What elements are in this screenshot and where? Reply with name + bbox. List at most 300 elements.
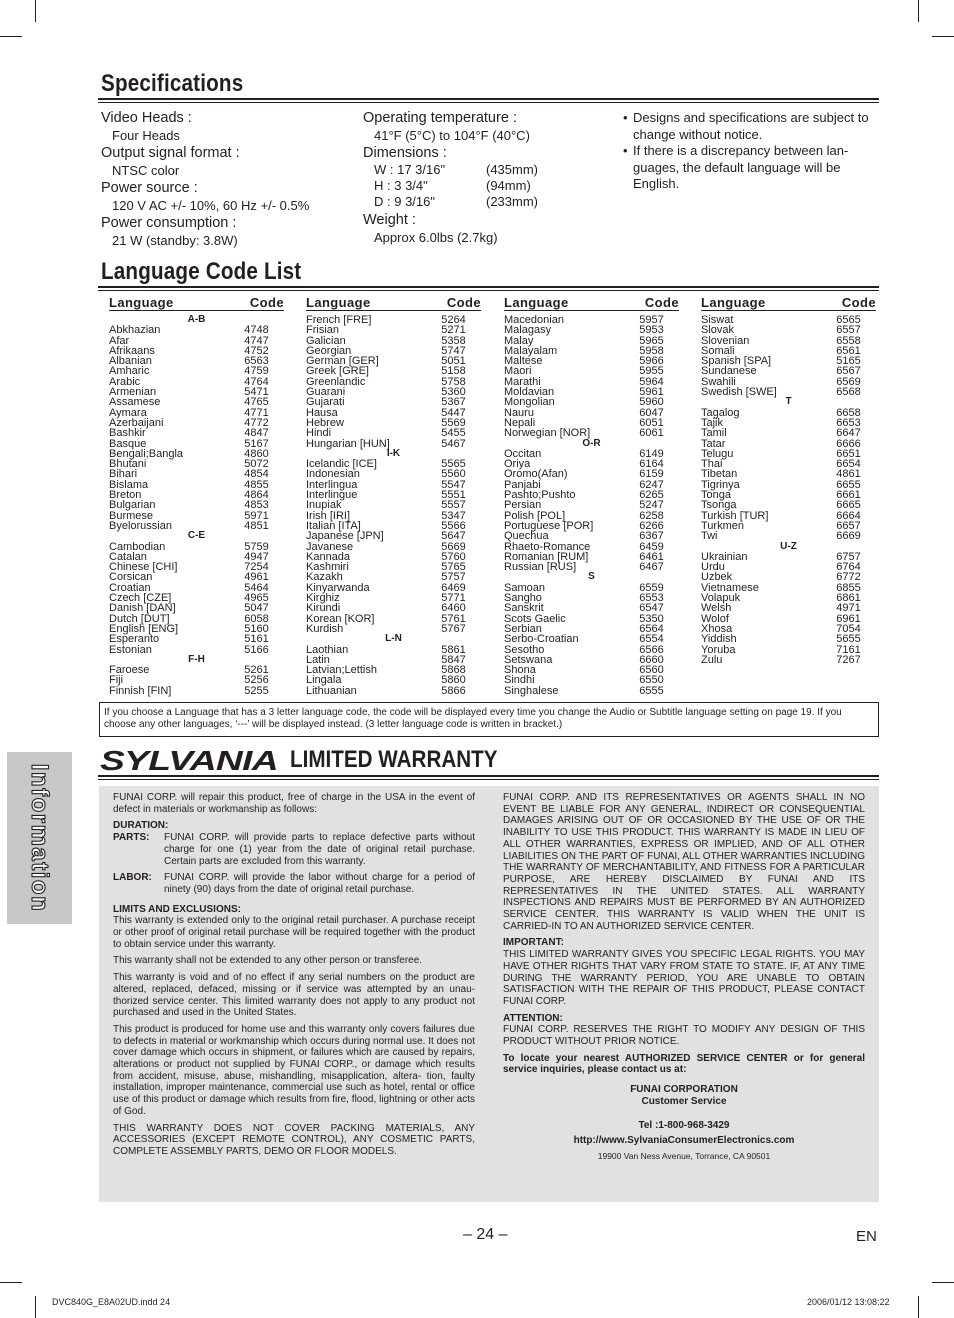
language-code: 5955 [639, 365, 664, 378]
language-name: Nepali [504, 416, 536, 429]
language-code: 5447 [441, 406, 466, 419]
sylvania-wordmark: SYLVANIA [100, 748, 278, 774]
language-code: 6550 [639, 674, 664, 687]
language-code: 6658 [836, 406, 861, 419]
language-name: Sesotho [504, 643, 545, 656]
language-code: 5761 [441, 612, 466, 625]
dimension-label: D : 9 3/16" [374, 194, 435, 209]
language-code: 5166 [244, 643, 269, 656]
language-group-heading: C-E [187, 530, 206, 542]
language-name: Setswana [504, 653, 553, 666]
language-code: 6664 [836, 509, 861, 522]
language-name: Interlingue [306, 489, 358, 502]
language-name: Aymara [109, 406, 147, 419]
language-code: 4765 [244, 396, 269, 409]
language-code: 5471 [244, 386, 269, 399]
language-name: Swahili [701, 375, 736, 388]
language-code: 5271 [441, 324, 466, 337]
language-row [306, 531, 481, 541]
language-name: Russian [RUS] [504, 561, 577, 574]
language-name: Japanese [JPN] [306, 530, 384, 543]
language-name: Inupiak [306, 499, 342, 512]
language-code: 5566 [441, 519, 466, 532]
attention-text: FUNAI CORP. RESERVES THE RIGHT TO MODIFY ANY DESIGN OF THIS PRODUCT WITHOUT PRIOR NOTICE. [503, 1024, 865, 1048]
video-heads-value: Four Heads [112, 128, 180, 143]
language-name: Ukrainian [701, 550, 748, 563]
language-name: Polish [POL] [504, 509, 566, 522]
dimension-metric: (435mm) [486, 162, 539, 177]
language-code: 5866 [441, 684, 466, 697]
language-row [504, 634, 679, 644]
language-name: Oriya [504, 458, 531, 471]
language-code: 6258 [639, 509, 664, 522]
weight-label: Weight : [363, 212, 416, 228]
language-name: Esperanto [109, 633, 160, 646]
language-column-header [306, 295, 481, 311]
language-code: 6565 [836, 314, 861, 326]
language-code: 5264 [441, 314, 466, 326]
language-code: 6367 [639, 530, 664, 543]
language-name: Panjabi [504, 478, 541, 491]
language-name: Bulgarian [109, 499, 156, 512]
language-name: Twi [701, 530, 718, 543]
locate-text: To locate your nearest AUTHORIZED SERVICE CENTER or for general service inquiries, please contact us at: [503, 1052, 865, 1076]
language-code: 5360 [441, 386, 466, 399]
language-name: Zulu [701, 653, 723, 666]
language-code: 4847 [244, 427, 269, 440]
language-row [306, 686, 481, 696]
language-name: Bihari [109, 468, 138, 481]
language-code: 7161 [836, 643, 861, 656]
language-name: Spanish [SPA] [701, 355, 772, 368]
language-row [109, 686, 284, 696]
language-name: Telugu [701, 447, 734, 460]
language-code: 5860 [441, 674, 466, 687]
language-name: Portuguese [POR] [504, 519, 594, 532]
language-row [504, 686, 679, 696]
language-name: Amharic [109, 365, 150, 378]
header-language: Language [701, 295, 766, 310]
language-name: Korean [KOR] [306, 612, 375, 625]
language-name: Irish [IRI] [306, 509, 351, 522]
dimension-row [363, 178, 613, 194]
crop-mark [35, 0, 36, 22]
dimension-row [363, 162, 613, 178]
duration-label: DURATION: [113, 820, 169, 832]
language-code: 6047 [639, 406, 664, 419]
language-code: 5160 [244, 622, 269, 635]
limits-paragraph: This warranty is extended only to the original retail purchaser. A purchase receipt or other proof of original retail purchase will be required together with the product to obtain service under this warranty. [113, 915, 475, 950]
warranty-intro: FUNAI CORP. will repair this product, free of charge in the USA in the event of defect in materials or workmanship as follows: [113, 792, 475, 815]
language-code: 6557 [836, 324, 861, 337]
language-code: 6247 [639, 478, 664, 491]
language-code: 4748 [244, 324, 269, 337]
language-code: 4851 [244, 519, 269, 532]
dimension-label: W : 17 3/16" [374, 162, 446, 177]
language-name: Lithuanian [306, 684, 357, 697]
company-name: FUNAI CORPORATION [630, 1084, 738, 1096]
crop-mark [918, 1296, 919, 1318]
language-code: 5161 [244, 633, 269, 646]
temperature-label: Operating temperature : [363, 110, 517, 126]
language-name: Bislama [109, 478, 149, 491]
language-code: 4747 [244, 334, 269, 347]
language-name: Hungarian [HUN] [306, 437, 390, 450]
header-code: Code [249, 295, 284, 310]
language-name: Gujarati [306, 396, 345, 409]
language-name: Moldavian [504, 386, 555, 399]
language-name: Persian [504, 499, 542, 512]
language-name: Wolof [701, 612, 729, 625]
language-name: Uzbek [701, 571, 733, 584]
language-group-heading: F-H [188, 653, 205, 665]
language-note: If you choose a Language that has a 3 letter language code, the code will be displayed every time you change the Audio or Subtitle language setting on page 19. If you choose any other languages, ‘---’ will be displayed instead. (3 letter language code is written in bracket.) [99, 702, 879, 737]
language-row [701, 531, 876, 541]
warranty-left-column [113, 792, 475, 1163]
specifications-rule [98, 98, 879, 103]
language-code: 5560 [441, 468, 466, 481]
language-name: Finnish [FIN] [109, 684, 172, 697]
spec-note: • If there is a discrepancy between lan- guages, the default language will be English. [623, 143, 873, 193]
language-name: Indonesian [306, 468, 360, 481]
language-code: 6058 [244, 612, 269, 625]
language-name: Interlingua [306, 478, 358, 491]
language-code: 6961 [836, 612, 861, 625]
information-side-tab [7, 752, 72, 924]
language-column [306, 295, 481, 696]
language-name: Tsonga [701, 499, 737, 512]
language-code: 5953 [639, 324, 664, 337]
language-name: Bengali;Bangla [109, 447, 184, 460]
language-code: 4947 [244, 550, 269, 563]
language-name: Kazakh [306, 571, 343, 584]
language-code: 5960 [639, 396, 664, 409]
language-code: 5547 [441, 478, 466, 491]
language-code: 6647 [836, 427, 861, 440]
language-name: Slovak [701, 324, 735, 337]
language-name: Pashto;Pushto [504, 489, 576, 502]
language-name: Chinese [CHI] [109, 561, 178, 574]
language-code: 6553 [639, 592, 664, 605]
language-code: 6051 [639, 416, 664, 429]
language-code: 6467 [639, 561, 664, 574]
language-code: 5767 [441, 622, 466, 635]
important-label: IMPORTANT: [503, 937, 564, 949]
power-source-label: Power source : [101, 180, 198, 196]
language-code: 4855 [244, 478, 269, 491]
footer-file-info: DVC840G_E8A02UD.indd 24 [52, 1297, 171, 1307]
limits-label: LIMITS AND EXCLUSIONS: [113, 903, 241, 915]
language-code: 6665 [836, 499, 861, 512]
video-heads-label: Video Heads : [101, 110, 192, 126]
language-code: 5758 [441, 375, 466, 388]
language-name: Turkmen [701, 519, 744, 532]
language-name: Czech [CZE] [109, 592, 172, 605]
language-code: 6460 [441, 602, 466, 615]
liability-paragraph: FUNAI CORP. AND ITS REPRESENTATIVES OR AGENTS SHALL IN NO EVENT BE LIABLE FOR ANY GENERAL, INDIRECT OR CONSEQUENTIAL DAMAGES ARISING OUT OF OR OCCASIONED BY THE USE OF OR THE INABILITY TO USE THIS PRODUCT. THIS WARRANTY IS MADE IN LIEU OF ALL OTHER WARRANTIES, EXPRESS OR IMPLIED, AND OF ALL OTHER LIABILITIES ON THE PART OF FUNAI, ALL OTHER WARRANTIES INCLUDING THE WARRANTY OF MERCHANTABILITY, AND FITNESS FOR A PARTICULAR PURPOSE, ARE HEREBY DISCLAIMED BY FUNAI AND ITS REPRESENTATIVES IN THE UNITED STATES. ALL WARRANTY INSPECTIONS AND REPAIRS MUST BE PERFORMED BY AN AUTHORIZED SERVICE CENTER. THIS WARRANTY IS VALID WHEN THE UNIT IS CARRIED-IN TO AN AUTHORIZED SERVICE CENTER. [503, 792, 865, 932]
language-name: Shona [504, 664, 536, 677]
language-code: 5757 [441, 571, 466, 584]
language-code: 6459 [639, 540, 664, 553]
language-name: Croatian [109, 581, 151, 594]
crop-mark [35, 1296, 36, 1318]
language-code: 6558 [836, 334, 861, 347]
dimension-label: H : 3 3/4" [374, 178, 428, 193]
website-link[interactable]: http://www.SylvaniaConsumerElectronics.com [573, 1135, 795, 1147]
language-code: 6653 [836, 416, 861, 429]
language-name: Samoan [504, 581, 545, 594]
language-name: Basque [109, 437, 147, 450]
language-row [701, 655, 876, 665]
language-code: 6149 [639, 447, 664, 460]
language-code: 6669 [836, 530, 861, 543]
language-code: 4861 [836, 468, 861, 481]
language-name: Yoruba [701, 643, 736, 656]
language-name: Georgian [306, 344, 352, 357]
language-code: 5255 [244, 684, 269, 697]
language-code: 4965 [244, 592, 269, 605]
language-code: 4860 [244, 447, 269, 460]
language-column [701, 295, 876, 665]
language-code: 6855 [836, 581, 861, 594]
language-name: Malayalam [504, 344, 558, 357]
language-code: 4752 [244, 344, 269, 357]
language-code: 5669 [441, 540, 466, 553]
language-name: Tigrinya [701, 478, 740, 491]
language-group-heading: O-R [582, 437, 601, 449]
language-name: Swedish [SWE] [701, 386, 777, 399]
language-name: Assamese [109, 396, 161, 409]
sylvania-logo-graphic [99, 748, 281, 774]
language-name: Nauru [504, 406, 534, 419]
language-name: Abkhazian [109, 324, 161, 337]
language-code: 4854 [244, 468, 269, 481]
spec-notes [623, 110, 873, 193]
language-code: 5760 [441, 550, 466, 563]
language-name: Azerbaijani [109, 416, 164, 429]
language-name: Albanian [109, 355, 152, 368]
language-name: Occitan [504, 447, 542, 460]
language-name: Scots Gaelic [504, 612, 566, 625]
output-label: Output signal format : [101, 145, 240, 161]
language-name: Frisian [306, 324, 340, 337]
language-name: Welsh [701, 602, 732, 615]
language-name: Malay [504, 334, 534, 347]
language-name: Sindhi [504, 674, 535, 687]
language-code: 5358 [441, 334, 466, 347]
language-name: Kinyarwanda [306, 581, 370, 594]
language-code: 5347 [441, 509, 466, 522]
header-code: Code [644, 295, 679, 310]
language-row [701, 634, 876, 644]
footer-timestamp: 2006/01/12 13:08:22 [807, 1297, 890, 1307]
limits-paragraph: THIS WARRANTY DOES NOT COVER PACKING MATERIALS, ANY ACCESSORIES (EXCEPT REMOTE CONTROL), ANY COSMETIC PARTS, COMPLETE ASSEMBLY PARTS, DEMO OR FLOOR MODELS. [113, 1122, 475, 1157]
dimensions-label: Dimensions : [363, 145, 447, 161]
language-name: Rhaeto-Romance [504, 540, 591, 553]
warranty-right-column [503, 792, 865, 1163]
important-text: THIS LIMITED WARRANTY GIVES YOU SPECIFIC LEGAL RIGHTS. YOU MAY HAVE OTHER RIGHTS THAT VARY FROM STATE TO STATE. IF, AT ANY TIME DURING THE WARRANTY PERIOD, YOU ARE UNABLE TO OBTAIN SATISFACTION WITH THE REPAIR OF THIS PRODUCT, PLEASE CONTACT FUNAI CORP. [503, 949, 865, 1007]
customer-service: Customer Service [641, 1095, 727, 1107]
language-name: Macedonian [504, 314, 564, 326]
language-name: Bashkir [109, 427, 146, 440]
language-name: Lingala [306, 674, 342, 687]
language-column [504, 295, 679, 696]
language-name: Maltese [504, 355, 543, 368]
language-group-heading: T [785, 396, 792, 408]
language-name: Vietnamese [701, 581, 759, 594]
language-row [504, 531, 679, 541]
language-code: 6764 [836, 561, 861, 574]
language-code-list-title: Language Code List [101, 258, 302, 285]
language-column-header [504, 295, 679, 311]
language-code: 5551 [441, 489, 466, 502]
language-code: 6561 [836, 344, 861, 357]
language-code: 4772 [244, 416, 269, 429]
language-name: Hausa [306, 406, 338, 419]
language-code: 6469 [441, 581, 466, 594]
language-code: 6563 [244, 355, 269, 368]
language-name: Breton [109, 489, 142, 502]
language-name: Sangho [504, 592, 542, 605]
language-code: 6159 [639, 468, 664, 481]
language-name: Turkish [TUR] [701, 509, 769, 522]
language-group-heading: L-N [385, 633, 402, 645]
language-code: 4853 [244, 499, 269, 512]
language-name: Maori [504, 365, 532, 378]
language-name: Quechua [504, 530, 549, 543]
language-code: 5861 [441, 643, 466, 656]
language-name: Kirghiz [306, 592, 340, 605]
labor-label: LABOR: [113, 872, 152, 884]
dimension-row [363, 194, 613, 210]
language-code: 5165 [836, 355, 861, 368]
language-code: 5655 [836, 633, 861, 646]
address: 19900 Van Ness Avenue, Torrance, CA 90501 [597, 1150, 771, 1161]
language-name: Laothian [306, 643, 349, 656]
language-name: Malagasy [504, 324, 552, 337]
language-name: Serbo-Croatian [504, 633, 579, 646]
language-name: Greenlandic [306, 375, 366, 388]
labor-text: FUNAI CORP. will provide the labor without charge for a period of ninety (90) days from the date of original retail purchase. [164, 872, 475, 895]
language-name: Tamil [701, 427, 727, 440]
language-name: English [ENG] [109, 622, 179, 635]
language-name: Xhosa [701, 622, 733, 635]
language-code: 6655 [836, 478, 861, 491]
limits-paragraph: This warranty is void and of no effect if any serial numbers on the product are altered, replaced, defaced, missing or if service was attempted by an unau- thorized service center. This limited warranty does not apply to any product not purchased and used in the United States. [113, 972, 475, 1019]
power-consumption-value: 21 W (standby: 3.8W) [112, 233, 238, 248]
language-code: 6559 [639, 581, 664, 594]
language-code: 6660 [639, 653, 664, 666]
language-name: German [GER] [306, 355, 379, 368]
header-code: Code [841, 295, 876, 310]
spec-column-1 [101, 110, 351, 249]
limits-paragraph: This product is produced for home use and this warranty only covers failures due to defects in material or workmanship which occurs during normal use. It does not cover damage which occurs in shipment, or failures which are caused by repairs, alterations or product not supplied by FUNAI CORP., or damage which results from accident, misuse, abuse, mishandling, misapplication, altera- tion, faulty installation, improper maintenance, commercial use such as hotel, rental or office use of this product or damage which results from fire, flood, lightning or other acts of God. [113, 1023, 475, 1117]
language-code: 6654 [836, 458, 861, 471]
language-name: Fiji [109, 674, 124, 687]
language-code: 4759 [244, 365, 269, 378]
language-code: 5557 [441, 499, 466, 512]
output-value: NTSC color [112, 163, 180, 178]
language-name: Afrikaans [109, 344, 155, 357]
limits-paragraph: This warranty shall not be extended to any other person or transferee. [113, 955, 423, 967]
language-column-header [701, 295, 876, 311]
language-code: 4961 [244, 571, 269, 584]
language-code: 5247 [639, 499, 664, 512]
language-code: 7054 [836, 622, 861, 635]
language-name: Bhutani [109, 458, 147, 471]
language-name: Burmese [109, 509, 154, 522]
language-code: 5047 [244, 602, 269, 615]
language-code: 5971 [244, 509, 269, 522]
language-code: 5467 [441, 437, 466, 450]
language-code: 6061 [639, 427, 664, 440]
language-code: 5847 [441, 653, 466, 666]
language-code: 5759 [244, 540, 269, 553]
language-name: Singhalese [504, 684, 559, 697]
language-code: 6266 [639, 519, 664, 532]
language-code: 6164 [639, 458, 664, 471]
language-code: 5455 [441, 427, 466, 440]
language-code: 5647 [441, 530, 466, 543]
language-name: Tonga [701, 489, 731, 502]
language-name: Arabic [109, 375, 141, 388]
language-name: Kashmiri [306, 561, 349, 574]
language-column [109, 295, 284, 696]
language-code: 6657 [836, 519, 861, 532]
language-code: 6461 [639, 550, 664, 563]
language-name: Siswat [701, 314, 734, 326]
page-number: – 24 – [463, 1226, 508, 1243]
language-code: 5158 [441, 365, 466, 378]
language-code: 5261 [244, 664, 269, 677]
language-indicator: EN [856, 1228, 877, 1245]
weight-value: Approx 6.0lbs (2.7kg) [374, 230, 498, 245]
language-name: Galician [306, 334, 346, 347]
language-row [109, 634, 284, 644]
language-name: Serbian [504, 622, 542, 635]
sylvania-logo [99, 748, 281, 774]
language-code: 5051 [441, 355, 466, 368]
language-name: French [FRE] [306, 314, 372, 326]
language-code: 6569 [836, 375, 861, 388]
language-name: Latin [306, 653, 330, 666]
language-code: 5765 [441, 561, 466, 574]
language-name: Slovenian [701, 334, 750, 347]
header-code: Code [446, 295, 481, 310]
language-code: 6554 [639, 633, 664, 646]
language-name: Dutch [DUT] [109, 612, 170, 625]
language-name: Corsican [109, 571, 153, 584]
language-name: Cambodian [109, 540, 166, 553]
language-code: 5964 [639, 375, 664, 388]
power-consumption-label: Power consumption : [101, 215, 237, 231]
language-code: 6861 [836, 592, 861, 605]
language-code: 5565 [441, 458, 466, 471]
crop-mark [932, 36, 954, 37]
language-code: 5256 [244, 674, 269, 687]
language-name: Icelandic [ICE] [306, 458, 377, 471]
language-code: 4771 [244, 406, 269, 419]
language-code: 5771 [441, 592, 466, 605]
language-code: 6265 [639, 489, 664, 502]
language-name: Volapuk [701, 592, 741, 605]
language-code: 5072 [244, 458, 269, 471]
language-name: Tibetan [701, 468, 738, 481]
language-code: 5464 [244, 581, 269, 594]
power-source-value: 120 V AC +/- 10%, 60 Hz +/- 0.5% [112, 198, 310, 213]
language-code: 6666 [836, 437, 861, 450]
language-code: 5350 [639, 612, 664, 625]
